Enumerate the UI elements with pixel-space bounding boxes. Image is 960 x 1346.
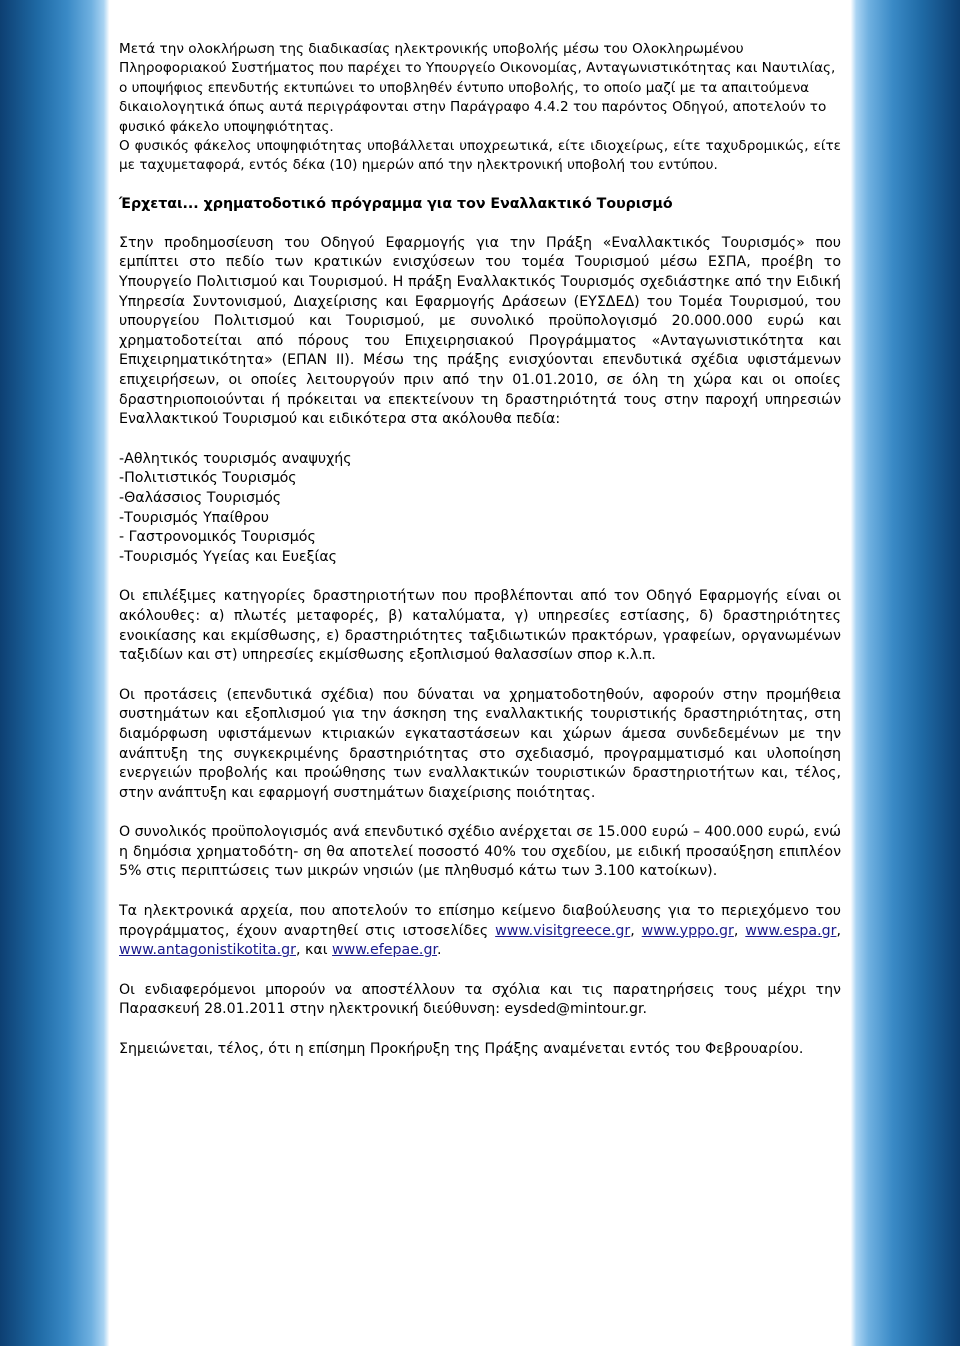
- body-paragraph-5: [119, 902, 841, 961]
- link-visitgreece[interactable]: www.visitgreece.gr: [495, 922, 631, 939]
- link-espa[interactable]: www.espa.gr: [745, 922, 837, 939]
- link-efepae[interactable]: www.efepae.gr: [332, 942, 437, 959]
- separator: ,: [836, 922, 841, 939]
- section-heading: Έρχεται... χρηματοδοτικό πρόγραμμα για τον Εναλλακτικό Τουρισμό: [119, 195, 673, 212]
- body-paragraph-2: Οι επιλέξιμες κατηγορίες δραστηριοτήτων που προβλέπονται από τον Οδηγό Εφαρμογής είναι οι ακόλουθες: α) πλωτές μεταφορές, β) καταλύματα, γ) υπηρεσίες εστίασης, δ) δραστηριότητες ενοικίασης και εκμίσθωσης, ε) δραστηριότητες ταξιδιωτικών πρακτόρων, γραφείων, οργανωμένων ταξιδίων και στ) υπηρεσίες εκμίσθωσης εξοπλισμού θαλασσίων σπορ κ.λ.π.: [119, 588, 841, 664]
- body-paragraph-4: Ο συνολικός προϋπολογισμός ανά επενδυτικό σχέδιο ανέρχεται σε 15.000 ευρώ – 400.000 ευρώ, ενώ η δημόσια χρηματοδότη- ση θα αποτελεί ποσοστό 40% του σχεδίου, με ειδική προσαύξηση επιπλέον 5% στις περιπτώσεις των μικρών νησιών (με πληθυσμό κάτω των 3.100 κατοίκων).: [119, 824, 841, 880]
- body-paragraph-1: Στην προδημοσίευση του Οδηγού Εφαρμογής για την Πράξη «Εναλλακτικός Τουρισμός» που εμπίπτει στο πεδίο των κρατικών ενισχύσεων του τομέα Τουρισμού μέσω ΕΣΠΑ, προέβη το Υπουργείο Πολιτισμού και Τουρισμού. Η πράξη Εναλλακτικός Τουρισμός σχεδιάστηκε από την Ειδική Υπηρεσία Συντονισμού, Διαχείρισης και Εφαρμογής Δράσεων (ΕΥΣΔΕΔ) του Τομέα Τουρισμού, του υπουργείου Πολιτισμού και Τουρισμού, με συνολικό προϋπολογισμό 20.000.000 ευρώ και χρηματοδοτείται από πόρους του Επιχειρησιακού Προγράμματος «Ανταγωνιστικότητα και Επιχειρηματικότητα» (ΕΠΑΝ ΙΙ). Μέσω της πράξης ενισχύονται επενδυτικά σχέδια υφιστάμενων επιχειρήσεων, οι οποίες λειτουργούν πριν από την 01.01.2010, σε όλη τη χώρα και οι οποίες δραστηριοποιούνται ή πρόκειται να επεκτείνουν τη δραστηριότητά τους στην παροχή υπηρεσιών Εναλλακτικού Τουρισμού και ειδικότερα στα ακόλουθα πεδία:: [119, 234, 841, 428]
- separator: ,: [630, 922, 642, 939]
- document-content: [119, 40, 841, 1060]
- separator: , και: [295, 942, 333, 959]
- list-item: -Αθλητικός τουρισμός αναψυχής: [119, 450, 352, 467]
- intro-paragraph-1: Μετά την ολοκλήρωση της διαδικασίας ηλεκτρονικής υποβολής μέσω του Ολοκληρωμένου Πληροφοριακού Συστήματος που παρέχει το Υπουργείο Οικονομίας, Ανταγωνιστικότητας και Ναυτιλίας, ο υποψήφιος επενδυτής εκτυπώνει το υποβληθέν έντυπο υποβολής, το οποίο μαζί με τα απαιτούμενα δικαιολογητικά όπως αυτά περιγράφονται στην Παράγραφο 4.4.2 του παρόντος Οδηγού, αποτελούν το φυσικό φάκελο υποψηφιότητας.: [119, 41, 836, 135]
- intro-paragraph-2: Ο φυσικός φάκελος υποψηφιότητας υποβάλλεται υποχρεωτικά, είτε ιδιοχείρως, είτε ταχυδρομικώς, είτε με ταχυμεταφορά, εντός δέκα (10) ημερών από την ηλεκτρονική υποβολή του εντύπου.: [119, 138, 841, 174]
- body-paragraph-6: Οι ενδιαφερόμενοι μπορούν να αποστέλλουν τα σχόλια και τις παρατηρήσεις τους μέχρι την Παρασκευή 28.01.2011 στην ηλεκτρονική διεύθυνση: eysded@mintour.gr.: [119, 981, 841, 1018]
- tourism-fields-list: [119, 450, 841, 568]
- paragraph-end: .: [436, 942, 442, 959]
- list-item: -Πολιτιστικός Τουρισμός: [119, 470, 297, 487]
- list-item: - Γαστρονομικός Τουρισμός: [119, 529, 316, 546]
- list-item: -Θαλάσσιος Τουρισμός: [119, 489, 282, 506]
- list-item: -Τουρισμός Υπαίθρου: [119, 509, 269, 526]
- link-antagonistikotita[interactable]: www.antagonistikotita.gr: [119, 942, 296, 959]
- body-paragraph-3: Οι προτάσεις (επενδυτικά σχέδια) που δύναται να χρηματοδοτηθούν, αφορούν στην προμήθεια συστημάτων και εξοπλισμού για την άσκηση της εναλλακτικής τουριστικής δραστηριότητας, στη διαμόρφωση υφιστάμενων κτιριακών εγκαταστάσεων και χώρων άμεσα συνδεδεμένων με την ανάπτυξη της συγκεκριμένης δραστηριότητας στο σχεδιασμό, προγραμματισμό και υλοποίηση ενεργειών προβολής και προώθησης των εναλλακτικών τουριστικών δραστηριοτήτων και, τέλος, στην ανάπτυξη και εφαρμογή συστημάτων διαχείρισης ποιότητας.: [119, 686, 841, 801]
- separator: ,: [733, 922, 746, 939]
- list-item: -Τουρισμός Υγείας και Ευεξίας: [119, 548, 337, 565]
- body-paragraph-7: Σημειώνεται, τέλος, ότι η επίσημη Προκήρυξη της Πράξης αναμένεται εντός του Φεβρουαρίου.: [119, 1041, 804, 1058]
- document-page: [110, 0, 850, 1346]
- paragraph-text: Τα ηλεκτρονικά αρχεία, που αποτελούν το επίσημο κείμενο διαβούλευσης για το περιεχόμενο του προγράμματος, έχουν αναρτηθεί στις ιστοσελίδες: [119, 903, 841, 939]
- link-yppo[interactable]: www.yppo.gr: [641, 922, 734, 939]
